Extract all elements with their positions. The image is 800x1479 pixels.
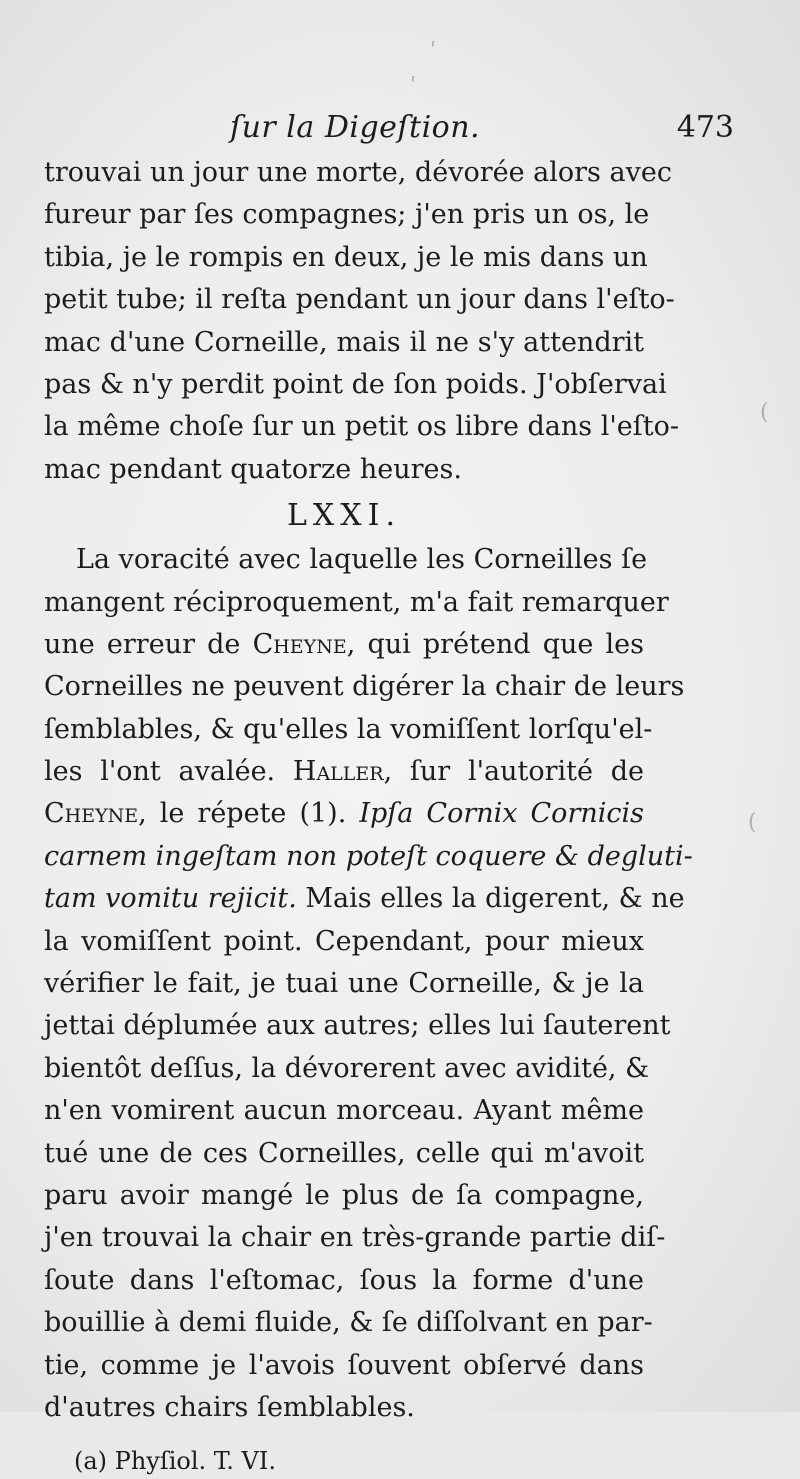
text-line: mac d'une Corneille, mais il ne s'y attendrit <box>44 326 644 358</box>
latin-quote: tam vomitu rejicit. <box>44 883 297 915</box>
author-name: Cheyne <box>252 628 347 660</box>
page-header <box>48 110 748 150</box>
text-run: une erreur de <box>44 628 253 660</box>
text-line <box>44 878 685 920</box>
text-line: ſemblables, & qu'elles la vomiſſent lorſqu'el- <box>44 713 653 745</box>
text-line: petit tube; il reſta pendant un jour dans l'eſto- <box>44 284 675 316</box>
text-line: tibia, je le rompis en deux, je le mis dans un <box>44 241 648 273</box>
footnote: (a) Phyſiol. T. VI. <box>74 1447 276 1476</box>
text-line: Corneilles ne peuvent digérer la chair de leurs <box>44 671 685 703</box>
margin-speck: ( <box>748 810 757 835</box>
running-head: ſur la Digeſtion. <box>230 110 481 145</box>
margin-speck: ( <box>760 400 769 425</box>
section-heading: LXXI. <box>286 498 402 534</box>
margin-speck: ʹ <box>430 40 437 65</box>
text-line: j'en trouvai la chair en très-grande partie diſ- <box>44 1222 666 1254</box>
author-name: Haller <box>292 756 384 788</box>
page-number: 473 <box>676 110 734 145</box>
text-line: vérifier le fait, je tuai une Corneille, & je la <box>44 968 644 1000</box>
text-line: fureur par ſes compagnes; j'en pris un os, le <box>44 199 650 231</box>
latin-quote: Ipſa Cornix Cornicis <box>359 798 644 830</box>
text-line: La voracité avec laquelle les Corneilles ſe <box>76 544 648 576</box>
text-line: tué une de ces Corneilles, celle qui m'avoit <box>44 1137 644 1169</box>
text-line: mac pendant quatorze heures. <box>44 453 462 485</box>
text-line: bientôt deſſus, la dévorerent avec avidité, & <box>44 1052 650 1084</box>
text-line: la même choſe ſur un petit os libre dans l'eſto- <box>44 411 679 443</box>
text-line: mangent réciproquement, m'a fait remarquer <box>44 586 669 618</box>
text-line: ſoute dans l'eſtomac, ſous la forme d'une <box>44 1264 644 1296</box>
text-line: pas & n'y perdit point de ſon poids. J'obſervai <box>44 368 667 400</box>
text-run: , qui prétend que les <box>346 628 645 660</box>
text-line <box>44 751 644 793</box>
margin-speck: ʹ <box>410 75 417 100</box>
latin-quote-line: carnem ingeſtam non poteſt coquere & degluti- <box>44 840 693 872</box>
text-line: jettai déplumée aux autres; elles lui ſauterent <box>44 1010 671 1042</box>
text-line <box>44 793 644 835</box>
text-run: les l'ont avalée. <box>44 756 293 788</box>
text-run: Mais elles la digerent, & ne <box>296 883 685 915</box>
text-line: bouillie à demi fluide, & ſe diſſolvant en par- <box>44 1307 653 1339</box>
text-line <box>44 624 644 666</box>
text-run: , ſur l'autorité de <box>383 756 644 788</box>
text-line: tie, comme je l'avois ſouvent obſervé dans <box>44 1349 644 1381</box>
text-run: , le répete (1). <box>138 798 360 830</box>
text-line: n'en vomirent aucun morceau. Ayant même <box>44 1095 644 1127</box>
page-text <box>44 152 693 1479</box>
author-name: Cheyne <box>44 798 139 830</box>
text-line: d'autres chairs ſemblables. <box>44 1391 415 1423</box>
text-line: paru avoir mangé le plus de ſa compagne, <box>44 1179 644 1211</box>
text-line: trouvai un jour une morte, dévorée alors avec <box>44 157 672 188</box>
spacer <box>44 1429 644 1443</box>
text-line: la vomiſſent point. Cependant, pour mieux <box>44 925 644 957</box>
